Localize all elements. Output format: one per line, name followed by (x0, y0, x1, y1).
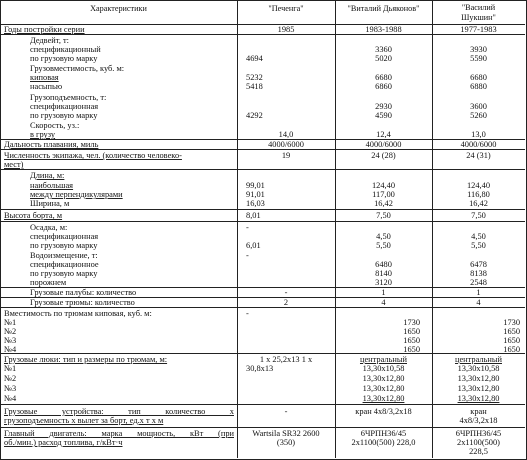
cell-holdcap-shukshin-3: 1650 (503, 336, 520, 345)
cell-draft-mark-shukshin: 5,50 (471, 241, 486, 250)
hold-number: №3 (4, 336, 17, 345)
cell-cap-bale-dyakonov: 6680 (375, 73, 392, 82)
row-label-length: Длина, м: (30, 171, 65, 180)
cell-len-pp-shukshin: 116,80 (467, 190, 490, 199)
cell-height-shukshin: 7,50 (471, 211, 486, 220)
cell-disp-spec-dyakonov: 6480 (375, 260, 392, 269)
hold-number: №2 (4, 327, 17, 336)
cell-lift-mark-pechenga: 4292 (246, 111, 263, 120)
row-label-width: Ширина, м (30, 199, 70, 208)
cell-draft-spec-shukshin: 4,50 (471, 232, 486, 241)
header-pechenga: "Печенга" (268, 4, 304, 13)
cell-range-shukshin: 4000/6000 (460, 140, 497, 149)
cell-hatch-shukshin-2: 13,30х12,80 (457, 374, 500, 383)
cell-cap-grain-dyakonov: 6860 (375, 82, 392, 91)
row-label-crew-cont: мест) (4, 160, 24, 169)
cell-speed-dyakonov: 12,4 (376, 130, 391, 139)
row-label-holds: Грузовые трюмы: количество (30, 298, 135, 307)
row-sublabel-bale: киповая (30, 73, 59, 82)
cell-crew-shukshin: 24 (31) (466, 151, 491, 160)
hold-number: №4 (4, 345, 17, 354)
row-label-lifting: Грузоподъемность, т: (30, 93, 107, 102)
row-divider (0, 404, 525, 405)
cell-cranes-shukshin: кран (470, 407, 487, 416)
hatch-number: №3 (4, 384, 17, 393)
row-sublabel-mark: по грузовую марку (30, 111, 98, 120)
row-label-decks: Грузовые палубы: количество (30, 288, 137, 297)
cell-width-dyakonov: 16,42 (374, 199, 393, 208)
cell-cranes-shukshin-2: 4х8/3,2х18 (459, 416, 498, 425)
cell-holdcap-dyakonov-1: 1730 (403, 318, 420, 327)
cell-hatch-pechenga-2: 30,8х13 (246, 364, 274, 373)
row-label-engine-cont: об./мин.) расход топлива, г/кВт·ч (4, 438, 123, 447)
row-sublabel-spec: спецификационный (30, 45, 101, 54)
cell-dw-spec-dyakonov: 3360 (375, 45, 392, 54)
row-label-height: Высота борта, м (4, 211, 63, 220)
cell-draft-mark-pechenga: 6,01 (246, 241, 261, 250)
cell-hatch-shukshin-1: 13,30х10,58 (457, 364, 500, 373)
header-shukshin-line1: "Василий (461, 3, 496, 12)
cell-disp-mark-dyakonov: 8140 (375, 269, 392, 278)
cell-dw-mark-dyakonov: 5020 (375, 54, 392, 63)
row-sublabel-pp: между перпендикулярами (30, 190, 123, 199)
cell-draft-spec-dyakonov: 4,50 (376, 232, 391, 241)
cell-holdcap-shukshin-1: 1730 (503, 318, 520, 327)
cell-lift-spec-dyakonov: 2930 (375, 102, 392, 111)
row-label-crew: Численность экипажа, чел. (количество человеко- (4, 151, 182, 160)
cell-years-pechenga: 1985 (277, 25, 295, 34)
cell-hatch-shukshin-3: 13,30х12,80 (457, 384, 500, 393)
cell-len-max-shukshin: 124,40 (466, 181, 491, 190)
cell-draft-mark-dyakonov: 5,50 (376, 241, 391, 250)
cell-years-dyakonov: 1983-1988 (365, 25, 402, 34)
cell-dw-mark-pechenga: 4694 (246, 54, 263, 63)
row-sublabel-spec: спецификационная (30, 102, 99, 111)
cell-disp-pechenga: - (246, 251, 249, 260)
row-label-hatches: Грузовые люки: тип и размеры по трюмам, м: (4, 355, 168, 364)
hatch-number: №2 (4, 374, 17, 383)
cell-cap-grain-pechenga: 5418 (246, 82, 263, 91)
cell-hatch-dyakonov-1: 13,30х10,58 (362, 364, 405, 373)
cell-engine-shukshin-1: 6ЧРПН36/45 (455, 429, 502, 438)
cell-draft-spec-pechenga: - (246, 223, 249, 232)
cell-lift-spec-shukshin: 3600 (470, 102, 487, 111)
row-label-range: Дальность плавания, миль (4, 140, 99, 149)
cell-holdcap-dyakonov-4: 1650 (403, 345, 420, 354)
cell-holdcap-dyakonov-2: 1650 (403, 327, 420, 336)
cell-dw-mark-shukshin: 5590 (470, 54, 487, 63)
cell-holdcap-shukshin-2: 1650 (503, 327, 520, 336)
cell-speed-shukshin: 13,0 (471, 130, 486, 139)
cell-decks-pechenga: - (284, 288, 288, 297)
cell-lift-mark-dyakonov: 4590 (375, 111, 392, 120)
cell-lift-mark-shukshin: 5260 (470, 111, 487, 120)
cell-hatch-dyakonov-2: 13,30х12,80 (362, 374, 405, 383)
cell-range-dyakonov: 4000/6000 (365, 140, 402, 149)
cell-height-pechenga: 8,01 (246, 211, 261, 220)
cell-dw-spec-shukshin: 3930 (470, 45, 487, 54)
row-sublabel-mark: по грузовую марку (30, 269, 98, 278)
cell-hatch-dyakonov-4: 13,30х12,80 (362, 394, 405, 403)
cell-engine-pechenga-2: (350) (276, 438, 296, 447)
hatch-number: №4 (4, 394, 17, 403)
row-sublabel-mark: по грузовую марку (30, 241, 98, 250)
cell-cranes-pechenga: - (284, 407, 288, 416)
row-label-speed: Скорость, уз.: (30, 121, 80, 130)
row-divider (0, 221, 525, 222)
row-divider (0, 209, 525, 210)
cell-range-pechenga: 4000/6000 (268, 140, 304, 149)
cell-holdcap-pechenga: - (246, 309, 249, 318)
cell-cranes-dyakonov: кран 4х8/3,2х18 (355, 407, 412, 416)
cell-holds-dyakonov: 4 (381, 298, 386, 307)
row-sublabel-empty: порожнем (30, 278, 67, 287)
cell-decks-shukshin: 1 (476, 288, 481, 297)
cell-engine-dyakonov-2: 2х1100(500) 228,0 (351, 438, 416, 447)
row-sublabel-max: наибольшая (30, 181, 74, 190)
row-divider (0, 427, 525, 428)
row-sublabel-mark: по грузовую марку (30, 54, 98, 63)
row-divider (0, 169, 525, 170)
cell-disp-empty-shukshin: 2548 (470, 278, 487, 287)
hatch-number: №1 (4, 364, 17, 373)
row-label-cranes: Грузовые устройства: тип количество х (4, 407, 234, 416)
header-dyakonov: "Виталий Дьяконов" (347, 4, 420, 13)
row-sublabel-spec: спецификационное (30, 260, 99, 269)
cell-width-shukshin: 16,42 (469, 199, 488, 208)
header-characteristics: Характеристики (90, 4, 147, 13)
cell-holds-pechenga: 2 (283, 298, 289, 307)
row-label-displacement: Водоизмещение, т: (30, 251, 98, 260)
row-label-capacity: Грузовместимость, куб. м: (30, 64, 125, 73)
row-label-deadweight: Дедвейт, т: (30, 36, 69, 45)
row-label-hold-capacity: Вместимость по трюмам киповая, куб. м: (4, 309, 152, 318)
cell-speed-pechenga: 14,0 (278, 130, 294, 139)
cell-holdcap-shukshin-4: 1650 (503, 345, 520, 354)
cell-cap-bale-pechenga: 5232 (246, 73, 263, 82)
cell-disp-spec-shukshin: 6478 (470, 260, 487, 269)
cell-len-pp-pechenga: 91,01 (246, 190, 265, 199)
cell-engine-pechenga-1: Wartsila SR32 2600 (252, 429, 320, 438)
cell-crew-pechenga: 19 (281, 151, 291, 160)
cell-width-pechenga: 16,03 (246, 199, 265, 208)
cell-crew-dyakonov: 24 (28) (371, 151, 396, 160)
cell-len-pp-dyakonov: 117,00 (372, 190, 395, 199)
cell-decks-dyakonov: 1 (381, 288, 386, 297)
cell-disp-empty-dyakonov: 3120 (375, 278, 392, 287)
row-sublabel-spec: спецификационная (30, 232, 99, 241)
cell-engine-dyakonov-1: 6ЧРПН36/45 (360, 429, 407, 438)
header-shukshin-line2: Шукшин" (461, 13, 496, 22)
row-label-draft: Осадка, м: (30, 223, 68, 232)
row-label-cranes-cont: грузоподъемность х вылет за борт, ед.х т х м (4, 416, 164, 425)
row-sublabel-grain: насыпью (30, 82, 63, 91)
column-divider (237, 0, 238, 458)
cell-len-max-dyakonov: 124,40 (371, 181, 396, 190)
cell-years-shukshin: 1977-1983 (460, 25, 497, 34)
cell-holds-shukshin: 4 (476, 298, 481, 307)
cell-hatch-type-dyakonov: центральный (359, 355, 407, 364)
row-sublabel-loaded: в грузу (30, 130, 56, 139)
cell-engine-shukshin-3: 228,5 (469, 447, 488, 456)
hold-number: №1 (4, 318, 17, 327)
cell-engine-shukshin-2: 2х1100(500) (457, 438, 500, 447)
cell-hatch-dyakonov-3: 13,30х12,80 (362, 384, 405, 393)
row-label-engine: Главный двигатель: марка мощность, кВт (при (4, 429, 234, 438)
cell-hatch-shukshin-4: 13,30х12,80 (457, 394, 500, 403)
cell-len-max-pechenga: 99,01 (246, 181, 265, 190)
cell-cap-grain-shukshin: 6880 (470, 82, 487, 91)
cell-hatch-type-shukshin: центральный (454, 355, 502, 364)
cell-hatch-pechenga-1: 1 х 25,2х13 1 х (259, 355, 313, 364)
cell-disp-mark-shukshin: 8138 (470, 269, 487, 278)
cell-height-dyakonov: 7,50 (376, 211, 391, 220)
cell-cap-bale-shukshin: 6680 (470, 73, 487, 82)
row-label-years: Годы постройки серии (4, 25, 85, 34)
cell-holdcap-dyakonov-3: 1650 (403, 336, 420, 345)
